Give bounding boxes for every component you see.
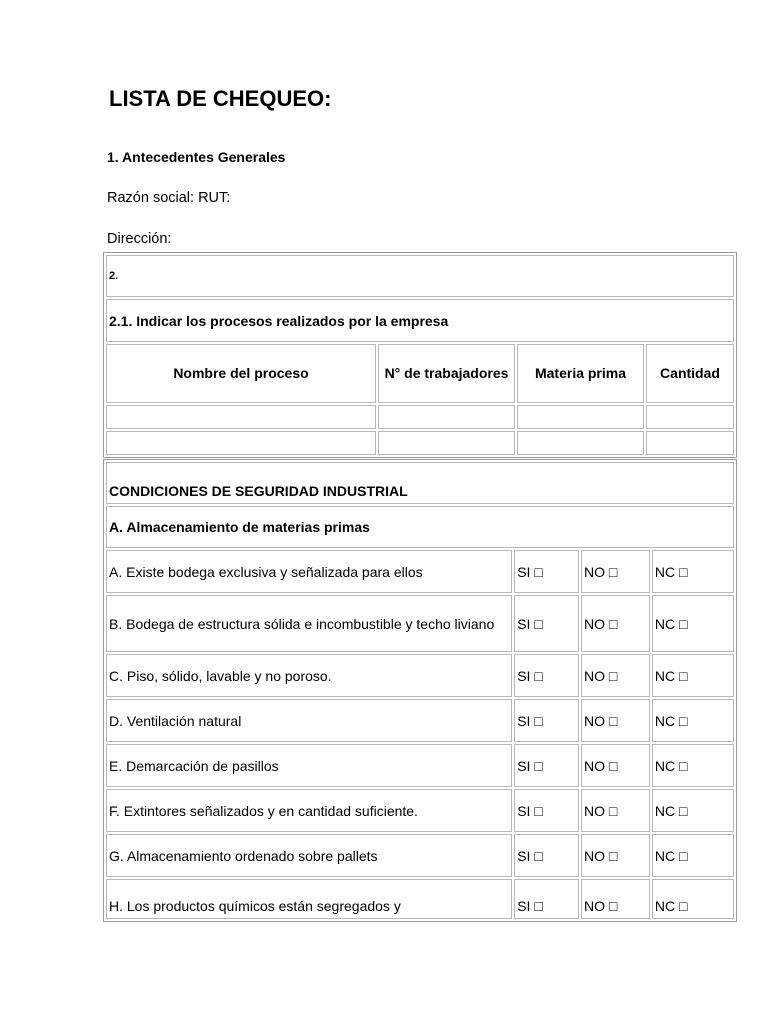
- table-row: [106, 405, 734, 429]
- no-checkbox[interactable]: NO □: [581, 595, 650, 652]
- no-checkbox[interactable]: NO □: [581, 550, 650, 593]
- check-item-h: H. Los productos químicos están segregados y: [106, 879, 512, 919]
- check-item-e: E. Demarcación de pasillos: [106, 744, 512, 787]
- safety-conditions-table: [103, 459, 737, 922]
- table-row: [106, 595, 734, 652]
- razon-social-field: Razón social: RUT:: [107, 190, 231, 206]
- si-checkbox[interactable]: SI □: [514, 744, 579, 787]
- empty-cell: [646, 431, 734, 455]
- si-checkbox[interactable]: SI □: [514, 595, 579, 652]
- no-checkbox[interactable]: NO □: [581, 654, 650, 697]
- si-checkbox[interactable]: SI □: [514, 654, 579, 697]
- page-title: LISTA DE CHEQUEO:: [109, 86, 332, 111]
- no-checkbox[interactable]: NO □: [581, 744, 650, 787]
- table-row: [106, 699, 734, 742]
- nc-checkbox[interactable]: NC □: [652, 595, 734, 652]
- column-header-nombre: Nombre del proceso: [106, 344, 376, 403]
- table-row: [106, 431, 734, 455]
- table-row: [106, 744, 734, 787]
- empty-cell: [106, 431, 376, 455]
- si-checkbox[interactable]: SI □: [514, 879, 579, 919]
- direccion-field: Dirección:: [107, 231, 172, 247]
- no-checkbox[interactable]: NO □: [581, 789, 650, 832]
- nc-checkbox[interactable]: NC □: [652, 550, 734, 593]
- column-header-cantidad: Cantidad: [646, 344, 734, 403]
- table-row: [106, 654, 734, 697]
- processes-table: [103, 252, 737, 458]
- conditions-heading: CONDICIONES DE SEGURIDAD INDUSTRIAL: [106, 462, 734, 504]
- nc-checkbox[interactable]: NC □: [652, 879, 734, 919]
- si-checkbox[interactable]: SI □: [514, 550, 579, 593]
- check-item-c: C. Piso, sólido, lavable y no poroso.: [106, 654, 512, 697]
- nc-checkbox[interactable]: NC □: [652, 654, 734, 697]
- column-header-materia: Materia prima: [517, 344, 644, 403]
- table-row: [106, 550, 734, 593]
- empty-cell: [517, 431, 644, 455]
- section-2-number: 2.: [106, 255, 734, 297]
- table-row: [106, 879, 734, 919]
- empty-cell: [106, 405, 376, 429]
- nc-checkbox[interactable]: NC □: [652, 699, 734, 742]
- section-heading-antecedentes: 1. Antecedentes Generales: [107, 149, 286, 165]
- nc-checkbox[interactable]: NC □: [652, 789, 734, 832]
- processes-subheading: 2.1. Indicar los procesos realizados por la empresa: [106, 299, 734, 342]
- check-item-g: G. Almacenamiento ordenado sobre pallets: [106, 834, 512, 877]
- check-item-d: D. Ventilación natural: [106, 699, 512, 742]
- empty-cell: [378, 431, 515, 455]
- no-checkbox[interactable]: NO □: [581, 699, 650, 742]
- no-checkbox[interactable]: NO □: [581, 879, 650, 919]
- check-item-b: B. Bodega de estructura sólida e incombustible y techo liviano: [106, 595, 512, 652]
- no-checkbox[interactable]: NO □: [581, 834, 650, 877]
- table-row: [106, 789, 734, 832]
- nc-checkbox[interactable]: NC □: [652, 834, 734, 877]
- empty-cell: [517, 405, 644, 429]
- check-item-a: A. Existe bodega exclusiva y señalizada para ellos: [106, 550, 512, 593]
- column-header-trabajadores: N° de trabajadores: [378, 344, 515, 403]
- si-checkbox[interactable]: SI □: [514, 834, 579, 877]
- empty-cell: [646, 405, 734, 429]
- si-checkbox[interactable]: SI □: [514, 789, 579, 832]
- nc-checkbox[interactable]: NC □: [652, 744, 734, 787]
- si-checkbox[interactable]: SI □: [514, 699, 579, 742]
- empty-cell: [378, 405, 515, 429]
- table-row: [106, 834, 734, 877]
- storage-subheading: A. Almacenamiento de materias primas: [106, 506, 734, 548]
- check-item-f: F. Extintores señalizados y en cantidad suficiente.: [106, 789, 512, 832]
